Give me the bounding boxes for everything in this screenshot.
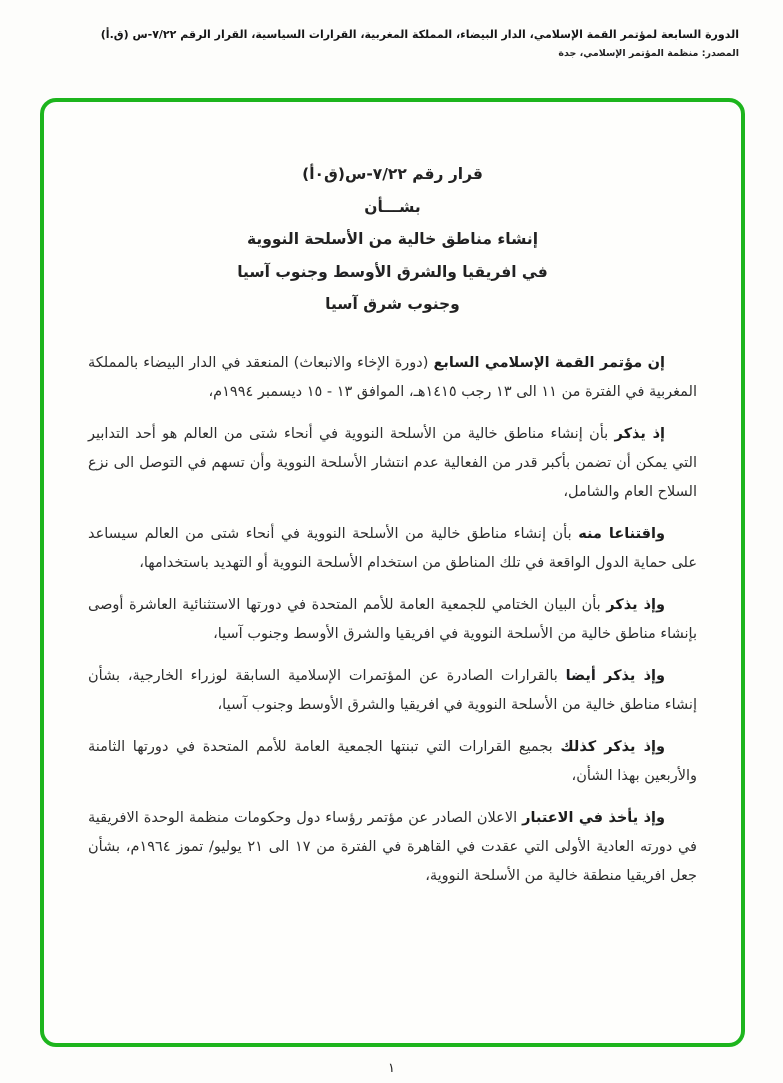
paragraph-lead: إن مؤتمر القمة الإسلامي السابع bbox=[433, 354, 666, 371]
paragraph-lead: إذ يذكر bbox=[614, 425, 666, 442]
paragraph-preamble-5 bbox=[88, 662, 697, 720]
resolution-title-line-1: إنشاء مناطق خالية من الأسلحة النووية bbox=[246, 230, 539, 249]
paragraph-preamble-1 bbox=[88, 349, 697, 407]
resolution-title-line-2: في افريقيا والشرق الأوسط وجنوب آسيا bbox=[237, 262, 548, 281]
paragraph-preamble-2 bbox=[88, 420, 697, 507]
paragraph-preamble-6 bbox=[88, 733, 697, 791]
paragraph-preamble-4 bbox=[88, 591, 697, 649]
paragraph-lead: وإذ يذكر أيضا bbox=[565, 667, 666, 684]
document-content bbox=[44, 102, 741, 1043]
resolution-subject-word: بشـــأن bbox=[364, 197, 421, 216]
paragraph-text: بأن إنشاء مناطق خالية من الأسلحة النووية في أنحاء شتى من العالم هو أحد التدابير التي يمكن أن تضمن بأكبر قدر من الفعالية عدم انتشار الأسلحة النووية وأن تسهم في التوصل الى نزع السلاح العام والشامل، bbox=[88, 425, 697, 500]
paragraph-text: بأن إنشاء مناطق خالية من الأسلحة النووية في أنحاء شتى من العالم سيساعد على حماية الدول الواقعة في تلك المناطق من استخدام الأسلحة النووية أو التهديد باستخدامها، bbox=[88, 525, 697, 571]
header-source: المصدر: منظمة المؤتمر الإسلامي، جدة bbox=[558, 48, 739, 59]
resolution-title-line-3: وجنوب شرق آسيا bbox=[325, 295, 460, 314]
resolution-number-line: قرار رقم ٧/٢٢-س(ق٠أ) bbox=[302, 165, 483, 183]
resolution-title-block bbox=[88, 158, 697, 321]
paragraph-text: (دورة الإخاء والانبعاث) المنعقد في الدار البيضاء بالمملكة المغربية في الفترة من ١١ الى ١٣ رجب ١٤١٥هـ، الموافق ١٣ - ١٥ ديسمبر ١٩٩٤م، bbox=[88, 354, 697, 400]
scan-highlight-frame bbox=[40, 98, 745, 1047]
paragraph-preamble-3 bbox=[88, 520, 697, 578]
paragraph-text: الاعلان الصادر عن مؤتمر رؤساء دول وحكومات منظمة الوحدة الافريقية في دورته العادية الأولى التي عقدت في القاهرة في الفترة من ١٧ الى ٢١ يوليو/ تموز ١٩٦٤م، بشأن جعل افريقيا منطقة خالية من الأسلحة النووية، bbox=[88, 809, 697, 884]
paragraph-text: بأن البيان الختامي للجمعية العامة للأمم المتحدة في دورتها الاستثنائية العاشرة أوصى بإنشاء مناطق خالية من الأسلحة النووية في افريقيا والشرق الأوسط وجنوب آسيا، bbox=[88, 596, 697, 642]
paragraph-preamble-7 bbox=[88, 804, 697, 891]
paragraph-text: بجميع القرارات التي تبنتها الجمعية العامة للأمم المتحدة في دورتها الثامنة والأربعين بهذا الشأن، bbox=[88, 738, 697, 784]
paragraph-lead: وإذ يذكر bbox=[606, 596, 665, 613]
header-citation: الدورة السابعة لمؤتمر القمة الإسلامي، الدار البيضاء، المملكة المغربية، القرارات السياسية، القرار الرقم ٧/٢٢-س (ق.أ) bbox=[100, 28, 739, 41]
paragraph-lead: وإذ يأخذ في الاعتبار bbox=[522, 809, 666, 826]
paragraph-text: بالقرارات الصادرة عن المؤتمرات الإسلامية السابقة لوزراء الخارجية، بشأن إنشاء مناطق خالية من الأسلحة النووية في افريقيا والشرق الأوسط وجنوب آسيا، bbox=[88, 667, 697, 713]
page-number: ١ bbox=[388, 1061, 395, 1076]
resolution-body bbox=[88, 349, 697, 891]
paragraph-lead: واقتناعا منه bbox=[578, 525, 665, 542]
document-header bbox=[44, 28, 739, 59]
paragraph-lead: وإذ يذكر كذلك bbox=[560, 738, 665, 755]
